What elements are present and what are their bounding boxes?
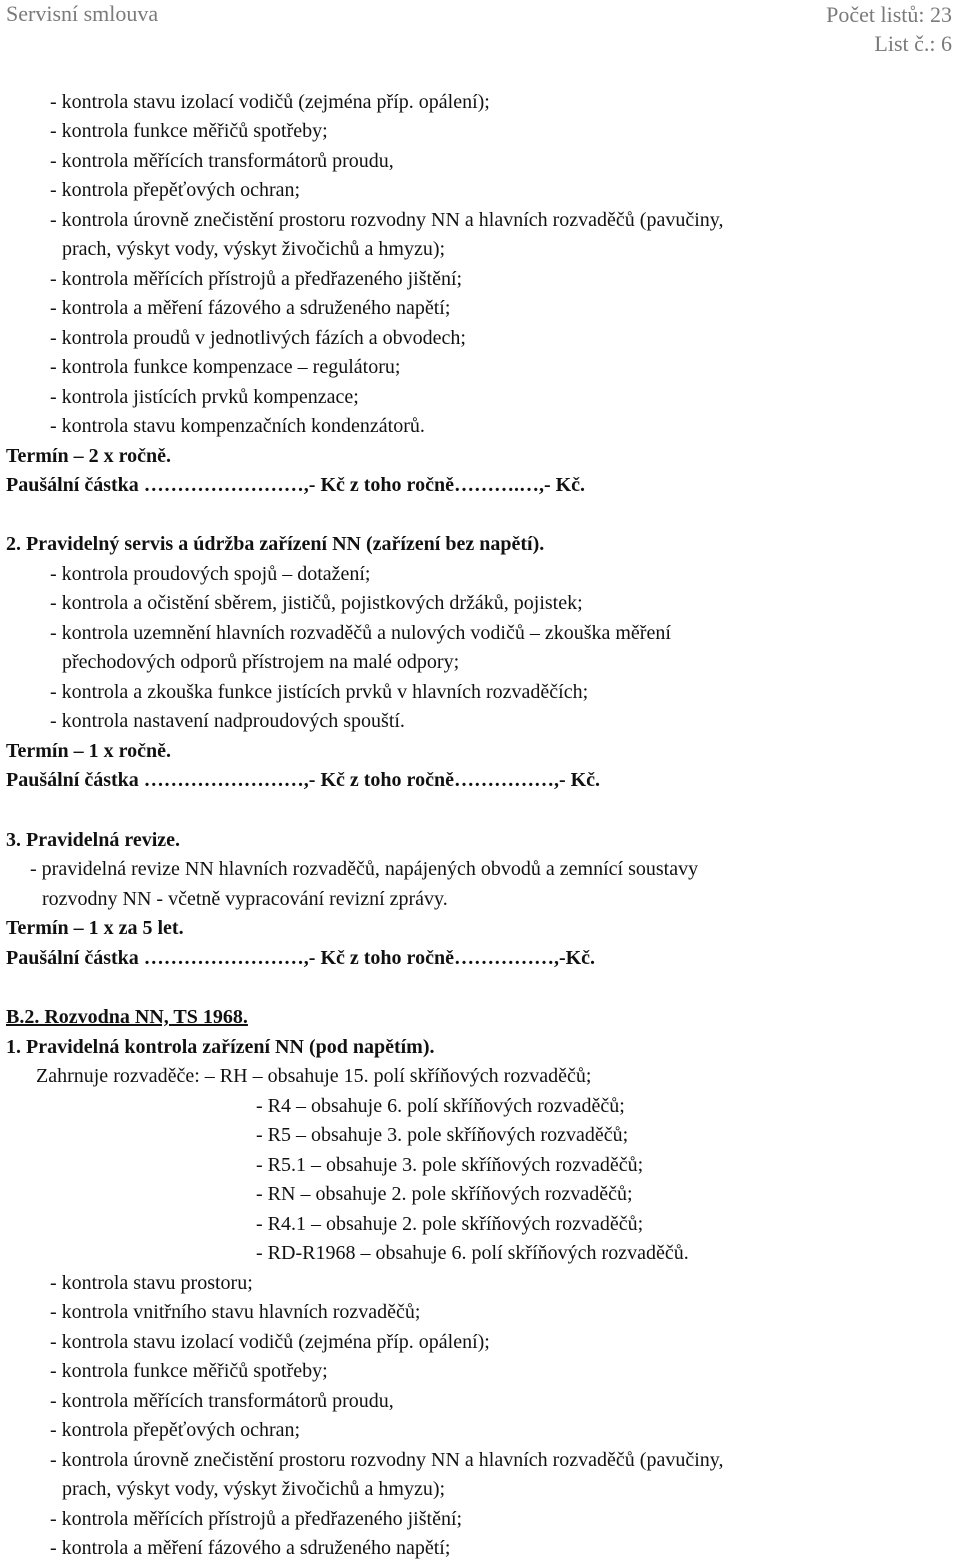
list-item: prach, výskyt vody, výskyt živočichů a hmyzu); [62, 238, 446, 260]
list-item: - R4.1 – obsahuje 2. pole skříňových rozvaděčů; [256, 1213, 644, 1235]
section-heading: 1. Pravidelná kontrola zařízení NN (pod napětím). [6, 1036, 435, 1058]
sheet-number: List č.: 6 [874, 31, 952, 56]
document-title: Servisní smlouva [6, 1, 159, 26]
list-item: - kontrola a měření fázového a sdruženého napětí; [50, 1537, 451, 1559]
list-item: - R4 – obsahuje 6. polí skříňových rozvaděčů; [256, 1095, 625, 1117]
list-item: - kontrola funkce měřičů spotřeby; [50, 1360, 328, 1382]
list-item: - R5 – obsahuje 3. pole skříňových rozvaděčů; [256, 1124, 629, 1146]
list-item: - kontrola měřících přístrojů a předřazeného jištění; [50, 268, 463, 290]
list-item: - kontrola měřících transformátorů proudu, [50, 1390, 394, 1412]
list-item: - kontrola jistících prvků kompenzace; [50, 386, 359, 408]
section-heading: 2. Pravidelný servis a údržba zařízení NN (zařízení bez napětí). [6, 533, 545, 555]
sheet-count: Počet listů: 23 [826, 2, 952, 27]
list-item: - kontrola úrovně znečistění prostoru rozvodny NN a hlavních rozvaděčů (pavučiny, [50, 1449, 724, 1471]
list-item: - RN – obsahuje 2. pole skříňových rozvaděčů; [256, 1183, 633, 1205]
list-item: - kontrola a zkouška funkce jistících prvků v hlavních rozvaděčích; [50, 681, 589, 703]
list-item: - kontrola přepěťových ochran; [50, 179, 301, 201]
list-item: - kontrola stavu kompenzačních kondenzátorů. [50, 415, 425, 437]
price-line: Paušální částka ……………………,- Kč z toho ročně……………,- Kč. [6, 769, 601, 791]
list-item: - kontrola funkce měřičů spotřeby; [50, 120, 328, 142]
list-item: - RD-R1968 – obsahuje 6. polí skříňových rozvaděčů. [256, 1242, 689, 1264]
term-line: Termín – 2 x ročně. [6, 445, 171, 467]
price-line: Paušální částka ……………………,- Kč z toho ročně……….…,- Kč. [6, 474, 586, 496]
list-item: - pravidelná revize NN hlavních rozvaděčů, napájených obvodů a zemnící soustavy [30, 858, 699, 880]
list-item: - kontrola měřících přístrojů a předřazeného jištění; [50, 1508, 463, 1530]
price-line: Paušální částka ……………………,- Kč z toho ročně……………,-Kč. [6, 947, 596, 969]
list-item: rozvodny NN - včetně vypracování revizní zprávy. [42, 888, 448, 910]
list-item: - kontrola přepěťových ochran; [50, 1419, 301, 1441]
section-heading: 3. Pravidelná revize. [6, 829, 181, 851]
list-item: - kontrola uzemnění hlavních rozvaděčů a nulových vodičů – zkouška měření [50, 622, 671, 644]
chapter-heading: B.2. Rozvodna NN, TS 1968. [6, 1006, 248, 1028]
sheet-info [826, 0, 952, 58]
list-item: - kontrola stavu izolací vodičů (zejména příp. opálení); [50, 1331, 490, 1353]
list-item: prach, výskyt vody, výskyt živočichů a hmyzu); [62, 1478, 446, 1500]
list-item: - kontrola nastavení nadproudových spouští. [50, 710, 405, 732]
list-item: - kontrola funkce kompenzace – regulátoru; [50, 356, 401, 378]
list-item: - kontrola proudů v jednotlivých fázích a obvodech; [50, 327, 466, 349]
list-item: - kontrola a měření fázového a sdruženého napětí; [50, 297, 451, 319]
term-line: Termín – 1 x za 5 let. [6, 917, 184, 939]
list-item: - kontrola úrovně znečistění prostoru rozvodny NN a hlavních rozvaděčů (pavučiny, [50, 209, 724, 231]
list-item: - kontrola stavu prostoru; [50, 1272, 253, 1294]
list-item: - kontrola proudových spojů – dotažení; [50, 563, 371, 585]
list-item: - R5.1 – obsahuje 3. pole skříňových rozvaděčů; [256, 1154, 644, 1176]
list-item: - kontrola a očistění sběrem, jističů, pojistkových držáků, pojistek; [50, 592, 583, 614]
list-item: - kontrola měřících transformátorů proudu, [50, 150, 394, 172]
list-item: - kontrola vnitřního stavu hlavních rozvaděčů; [50, 1301, 421, 1323]
list-item: - kontrola stavu izolací vodičů (zejména příp. opálení); [50, 91, 490, 113]
term-line: Termín – 1 x ročně. [6, 740, 171, 762]
list-item: přechodových odporů přístrojem na malé odpory; [62, 651, 460, 673]
list-item: Zahrnuje rozvaděče: – RH – obsahuje 15. polí skříňových rozvaděčů; [36, 1065, 592, 1087]
